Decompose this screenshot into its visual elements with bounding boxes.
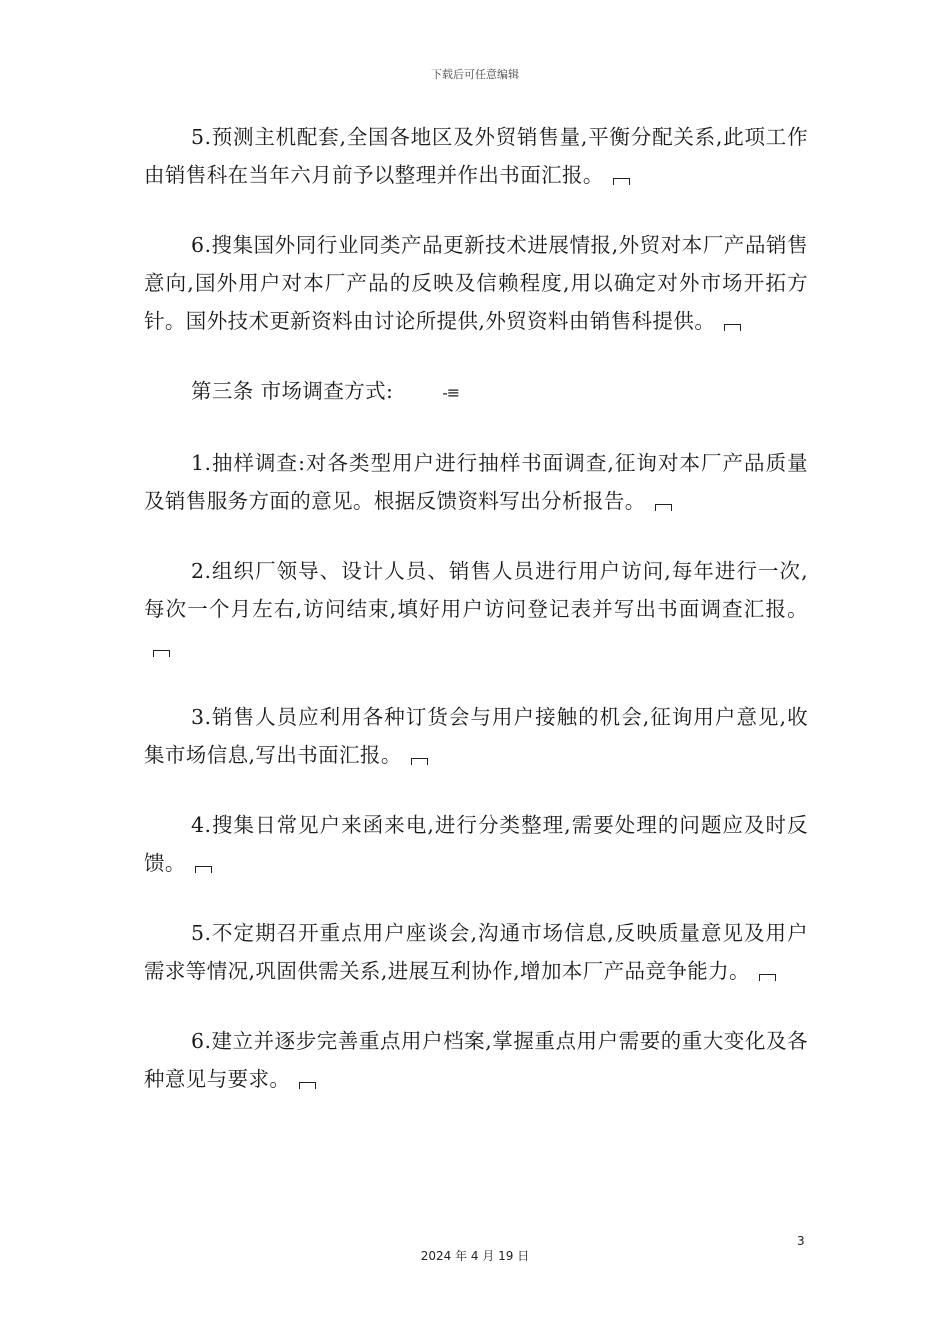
paragraph-item-4-letters [144,806,808,882]
paragraph-item-5-forecast [144,118,808,194]
section-heading-article-3 [144,372,808,412]
paragraph-item-6-archives [144,1022,808,1098]
paragraph-text: 4.搜集日常见户来函来电,进行分类整理,需要处理的问题应及时反馈。 [144,813,808,875]
paragraph-end-mark-icon [299,1082,316,1089]
paragraph-end-mark-icon [195,866,212,873]
paragraph-text: 2.组织厂领导、设计人员、销售人员进行用户访问,每年进行一次,每次一个月左右,访问结束,填好用户访问登记表并写出书面调查汇报。 [144,559,808,621]
paragraph-end-mark-icon [613,178,630,185]
paragraph-text: 6.建立并逐步完善重点用户档案,掌握重点用户需要的重大变化及各种意见与要求。 [144,1029,808,1091]
paragraph-item-3-order-fairs [144,698,808,774]
paragraph-text: 5.不定期召开重点用户座谈会,沟通市场信息,反映质量意见及用户需求等情况,巩固供需关系,进展互利协作,增加本厂产品竞争能力。 [144,921,808,983]
paragraph-end-mark-icon [411,758,428,765]
paragraph-item-6-intelligence [144,226,808,340]
paragraph-text: 1.抽样调查:对各类型用户进行抽样书面调查,征询对本厂产品质量及销售服务方面的意见。根据反馈资料写出分析报告。 [144,451,808,513]
page-footer-date: 2024 年 4 月 19 日 [420,1249,530,1263]
paragraph-end-mark-icon [655,504,672,511]
paragraph-text: 5.预测主机配套,全国各地区及外贸销售量,平衡分配关系,此项工作由销售科在当年六月前予以整理并作出书面汇报。 [144,125,808,187]
paragraph-end-mark-icon [759,974,776,981]
page-number: 3 [797,1234,805,1248]
paragraph-item-2-visits [144,552,808,666]
section-heading-text: 第三条 市场调查方式: [191,379,394,403]
paragraph-text: 6.搜集国外同行业同类产品更新技术进展情报,外贸对本厂产品销售意向,国外用户对本厂产品的反映及信赖程度,用以确定对外市场开拓方针。国外技术更新资料由讨论所提供,外贸资料由销售科提供。 [144,233,808,333]
tab-mark-icon: -≡ [442,383,460,402]
page-header: 下载后可任意编辑 [431,68,519,81]
paragraph-end-mark-icon [153,650,170,657]
paragraph-item-1-sampling [144,444,808,520]
paragraph-item-5-symposium [144,914,808,990]
paragraph-end-mark-icon [724,324,741,331]
paragraph-text: 3.销售人员应利用各种订货会与用户接触的机会,征询用户意见,收集市场信息,写出书面汇报。 [144,705,808,767]
document-body [144,118,808,1130]
